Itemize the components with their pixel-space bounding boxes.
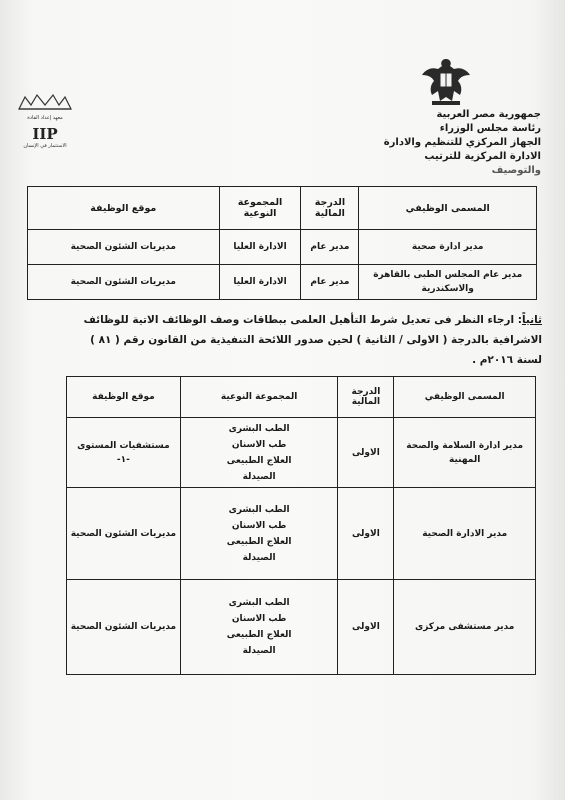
section-two-label: ثانياً bbox=[521, 314, 542, 326]
section-two-line1: : ارجاء النظر فى تعديل شرط التأهيل العلمى ببطاقات وصف الوظائف الاتية للوظائف bbox=[83, 314, 522, 326]
cell-groups bbox=[180, 488, 338, 580]
cell-location: مديريات الشئون الصحية bbox=[28, 265, 220, 300]
cell-group: الادارة العليا bbox=[219, 265, 301, 300]
logo-bottom-text: الاستثمار في الإنسان bbox=[23, 143, 67, 149]
col-header-grade: الدرجة المالية bbox=[301, 187, 359, 230]
col-header-location: موقع الوظيفة bbox=[28, 187, 220, 230]
table-header-row bbox=[67, 377, 536, 418]
group-item: الطب البشرى bbox=[228, 423, 290, 434]
col-header-group: المجموعة النوعية bbox=[180, 377, 338, 418]
cell-title: مدير ادارة السلامة والصحة المهنية bbox=[394, 418, 536, 488]
cell-title: مدير ادارة صحية bbox=[359, 230, 537, 265]
section-two-line2: الاشرافية بالدرجة ( الاولى / الثانية ) لحين صدور اللائحة التنفيذية من القانون رقم ( ٨١ ) bbox=[90, 334, 542, 346]
col-header-group: المجموعة النوعية bbox=[219, 187, 301, 230]
cell-grade: مدير عام bbox=[301, 265, 359, 300]
eagle-emblem-icon bbox=[418, 55, 474, 107]
group-item: طب الاسنان bbox=[231, 520, 287, 531]
col-header-title: المسمى الوظيفي bbox=[359, 187, 537, 230]
table-header-row bbox=[28, 187, 537, 230]
table-row bbox=[67, 488, 536, 580]
group-item: العلاج الطبيعى bbox=[226, 455, 292, 466]
table-row bbox=[28, 265, 537, 300]
cell-location: مديريات الشئون الصحية bbox=[28, 230, 220, 265]
header-subdepartment: والتوصيف bbox=[491, 165, 541, 176]
col-header-grade: الدرجة المالية bbox=[338, 377, 394, 418]
institute-logo bbox=[10, 93, 80, 153]
group-item: العلاج الطبيعى bbox=[226, 630, 292, 640]
group-item: الصيدلة bbox=[242, 552, 276, 563]
header-department: الادارة المركزية للترتيب bbox=[424, 151, 541, 162]
group-item: الصيدلة bbox=[242, 471, 276, 482]
col-header-location: موقع الوظيفة bbox=[67, 377, 181, 418]
cell-title: مدير الادارة الصحية bbox=[394, 488, 536, 580]
group-item: الطب البشرى bbox=[228, 598, 290, 608]
logo-iip-text: IIP bbox=[32, 125, 58, 143]
cell-grade: الاولى bbox=[338, 580, 394, 675]
jobs-table-bottom bbox=[66, 376, 536, 675]
group-item: العلاج الطبيعى bbox=[226, 536, 292, 547]
cell-grade: الاولى bbox=[338, 488, 394, 580]
group-item: طب الاسنان bbox=[231, 614, 287, 624]
cell-location: مديريات الشئون الصحية bbox=[67, 488, 181, 580]
group-item: الطب البشرى bbox=[228, 504, 290, 515]
logo-crown-icon bbox=[15, 93, 75, 111]
jobs-table-top bbox=[27, 186, 537, 300]
col-header-title: المسمى الوظيفي bbox=[394, 377, 536, 418]
cell-groups bbox=[180, 580, 338, 675]
cell-groups bbox=[180, 418, 338, 488]
section-two-paragraph bbox=[22, 310, 542, 370]
group-item: الصيدلة bbox=[242, 646, 276, 656]
table-row bbox=[28, 230, 537, 265]
cell-grade: الاولى bbox=[338, 418, 394, 488]
header-agency: الجهاز المركزي للتنظيم والادارة bbox=[383, 137, 541, 148]
section-two-line3: لسنة ٢٠١٦م . bbox=[472, 354, 542, 366]
group-item: طب الاسنان bbox=[231, 439, 287, 450]
cell-location: مستشفيات المستوى -١- bbox=[67, 418, 181, 488]
header-cabinet: رئاسة مجلس الوزراء bbox=[439, 123, 541, 134]
header-block bbox=[271, 108, 541, 178]
table-row bbox=[67, 418, 536, 488]
cell-title: مدير مستشفى مركزى bbox=[394, 580, 536, 675]
cell-group: الادارة العليا bbox=[219, 230, 301, 265]
header-country: جمهورية مصر العربية bbox=[436, 109, 541, 120]
cell-title: مدير عام المجلس الطبى بالقاهرة والاسكندرية bbox=[359, 265, 537, 300]
cell-location: مديريات الشئون الصحية bbox=[67, 580, 181, 675]
cell-grade: مدير عام bbox=[301, 230, 359, 265]
table-row bbox=[67, 580, 536, 675]
logo-top-text: معهد إعداد القادة bbox=[27, 115, 63, 121]
